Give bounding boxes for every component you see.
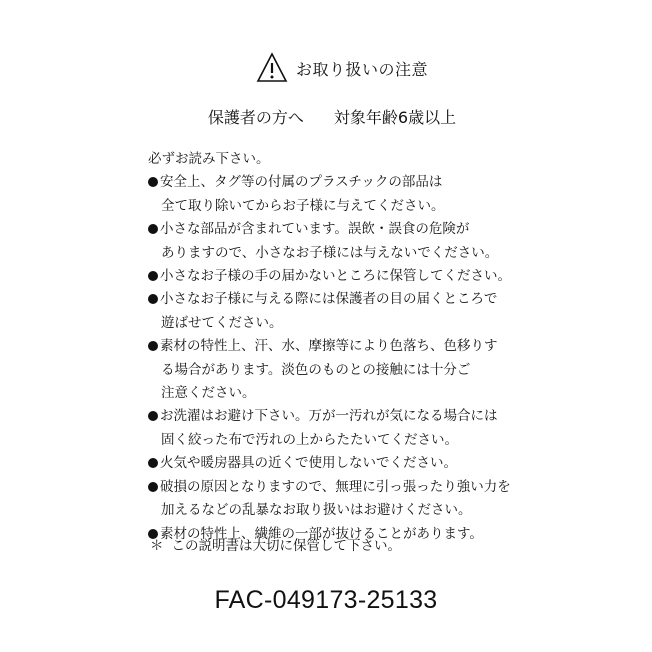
bullet-icon <box>148 411 158 421</box>
page-title: お取り扱いの注意 <box>295 59 428 79</box>
caution-item <box>148 218 538 265</box>
bullet-icon <box>148 177 158 187</box>
caution-line: 小さなお子様の手の届かないところに保管してください。 <box>160 268 511 285</box>
asterisk-mark: ＊ <box>150 538 164 554</box>
caution-body <box>148 148 538 546</box>
storage-note <box>150 534 401 554</box>
title-row <box>0 48 652 88</box>
bullet-icon <box>148 294 158 304</box>
subtitle-row <box>0 100 652 132</box>
caution-item <box>148 265 538 288</box>
caution-line: お洗濯はお避け下さい。万が一汚れが気になる場合には <box>160 408 498 425</box>
intro-text: 必ずお読み下さい。 <box>148 151 270 167</box>
product-code: FAC-049173-25133 <box>214 586 438 614</box>
caution-item <box>148 171 538 218</box>
caution-item <box>148 288 538 335</box>
caution-line: 注意ください。 <box>161 385 256 402</box>
caution-item <box>148 335 538 405</box>
caution-line: 固く絞った布で汚れの上からたたいてください。 <box>161 431 458 448</box>
caution-line: る場合があります。淡色のものとの接触には十分ご <box>161 361 471 378</box>
bullet-icon <box>148 482 158 492</box>
audience-label: 保護者の方へ <box>207 107 304 127</box>
storage-note-text: この説明書は大切に保管して下さい。 <box>171 538 401 554</box>
caution-line: 破損の原因となりますので、無理に引っ張ったり強い力を <box>160 478 511 495</box>
bullet-icon <box>148 271 158 281</box>
caution-line: 火気や暖房器具の近くで使用しないでください。 <box>160 455 457 472</box>
caution-line: 加えるなどの乱暴なお取り扱いはお避けください。 <box>161 502 472 519</box>
bullet-icon <box>148 224 158 234</box>
warning-triangle-icon <box>256 52 288 84</box>
caution-item <box>148 452 538 475</box>
caution-line: 全て取り除いてからお子様に与えてください。 <box>161 197 445 214</box>
caution-item <box>148 476 538 523</box>
caution-line: 素材の特性上、繊維の一部が抜けることがあります。 <box>160 525 483 542</box>
caution-line: ありますので、小さなお子様には与えないでください。 <box>161 244 499 261</box>
caution-line: 小さな部品が含まれています。誤飲・誤食の危険が <box>160 221 470 238</box>
caution-line: 小さなお子様に与える際には保護者の目の届くところで <box>160 291 498 308</box>
caution-line: 遊ばせてください。 <box>161 314 283 331</box>
age-label: 対象年齢6歳以上 <box>333 107 457 127</box>
bullet-icon <box>148 341 158 351</box>
bullet-icon <box>148 458 158 468</box>
caution-item <box>148 405 538 452</box>
caution-line: 素材の特性上、汗、水、摩擦等により色落ち、色移りす <box>160 338 498 355</box>
caution-line: 安全上、タグ等の付属のプラスチックの部品は <box>160 174 443 191</box>
